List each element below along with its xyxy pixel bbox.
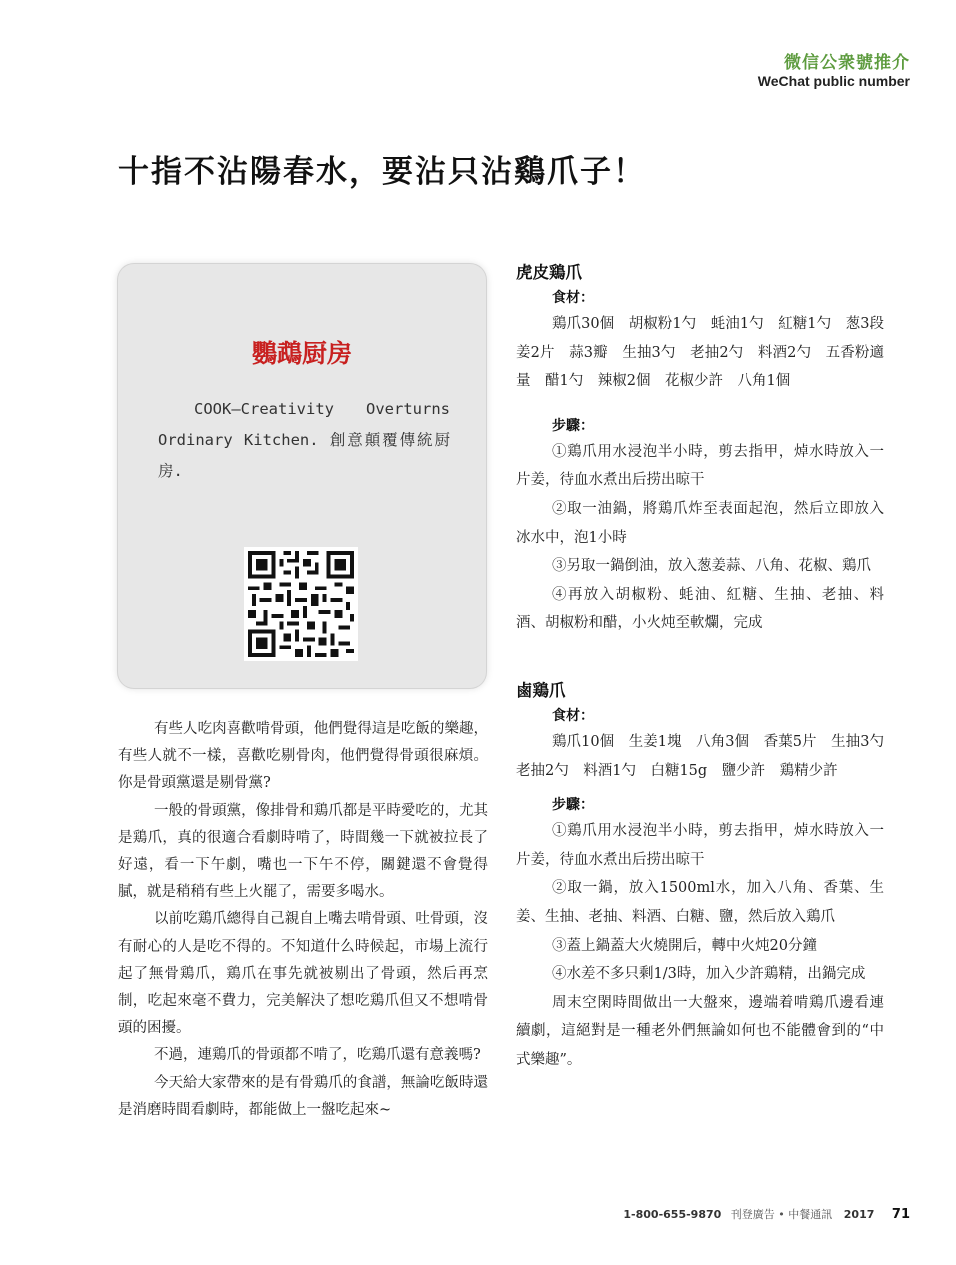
- intro-text: [118, 716, 488, 1124]
- intro-paragraph: 一般的骨頭黨，像排骨和鶏爪都是平時愛吃的，尤其是鶏爪，真的很適合看劇時啃了，時間幾一下就被拉長了好遠，看一下午劇，嘴也一下午不停，關鍵還不會覺得膩，就是稍稍有些上火罷了，需要多喝水。: [118, 802, 488, 901]
- intro-paragraph: 以前吃鶏爪總得自己親自上嘴去啃骨頭、吐骨頭，沒有耐心的人是吃不得的。不知道什么時候起，市場上流行起了無骨鶏爪，鶏爪在事先就被剔出了骨頭，然后再烹制，吃起來毫不費力，完美解決了想吃鶏爪但又不想啃骨頭的困擾。: [118, 911, 488, 1037]
- recipe-title: 虎皮鶏爪: [516, 263, 582, 282]
- ingredients-list: 鶏爪30個 胡椒粉1勺 蚝油1勺 紅糖1勺 葱3段 姜2片 蒜3瓣 生抽3勺 老抽2勺 料酒2勺 五香粉適量 醋1勺 辣椒2個 花椒少許 八角1個: [516, 316, 899, 390]
- recipe-step: ②取一油鍋，將鶏爪炸至表面起泡，然后立即放入冰水中，泡1小時: [516, 500, 884, 546]
- intro-paragraph: 不過，連鶏爪的骨頭都不啃了，吃鶏爪還有意義嗎?: [154, 1047, 481, 1064]
- footer-publication: 刊登廣告 • 中餐通訊: [730, 1208, 833, 1221]
- ingredients-list: 鶏爪10個 生姜1塊 八角3個 香葉5片 生抽3勺 老抽2勺 料酒1勺 白糖15g 鹽少許 鶏精少許: [516, 733, 899, 779]
- recipe-braised: [516, 678, 899, 989]
- page-footer: [623, 1206, 910, 1222]
- section-title-en: WeChat public number: [757, 73, 910, 89]
- recipe-tiger-skin: [516, 260, 899, 638]
- intro-paragraph: 有些人吃肉喜歡啃骨頭，他們覺得這是吃飯的樂趣，有些人就不一樣，喜歡吃剔骨肉，他們覺得骨頭很麻煩。你是骨頭黨還是剔骨黨?: [118, 721, 488, 792]
- page-number: 71: [891, 1207, 910, 1222]
- recipe-step: ③蓋上鍋蓋大火燒開后，轉中火炖20分鐘: [552, 937, 817, 954]
- recipe-step: ①鶏爪用水浸泡半小時，剪去指甲，焯水時放入一片姜，待血水煮出后捞出晾干: [516, 823, 884, 868]
- ingredients-label: 食材：: [552, 707, 594, 724]
- closing-paragraph: 周末空閑時間做出一大盤來，邊端着啃鶏爪邊看連續劇，這絕對是一種老外們無論如何也不能體會到的“中式樂趣”。: [516, 994, 884, 1068]
- steps-label: 步驟：: [552, 797, 594, 814]
- ingredients-label: 食材：: [552, 290, 594, 306]
- qr-code-icon[interactable]: [244, 547, 358, 661]
- intro-paragraph: 今天給大家帶來的是有骨鶏爪的食譜，無論吃飯時還是消磨時間看劇時，都能做上一盤吃起來~: [118, 1074, 488, 1118]
- article-title: 十指不沾陽春水，要沾只沾鷄爪子！: [118, 154, 646, 190]
- footer-phone: 1-800-655-9870: [623, 1208, 722, 1221]
- recipe-step: ③另取一鍋倒油，放入葱姜蒜、八角、花椒、鶏爪: [552, 558, 871, 575]
- recipes-column: [516, 260, 899, 1074]
- footer-year: 2017: [843, 1208, 875, 1221]
- wechat-account-card: [118, 264, 486, 688]
- account-name: 鸚鵡厨房: [251, 339, 352, 368]
- section-title-cn: 微信公衆號推介: [784, 53, 910, 73]
- recipe-step: ①鶏爪用水浸泡半小時，剪去指甲，焯水時放入一片姜，待血水煮出后捞出晾干: [516, 443, 884, 489]
- recipe-title: 鹵鶏爪: [516, 680, 566, 700]
- recipe-step: ④水差不多只剩1/3時，加入少許鶏精，出鍋完成: [552, 966, 866, 983]
- recipe-step: ④再放入胡椒粉、蚝油、紅糖、生抽、老抽、料酒、胡椒粉和醋，小火炖至軟爛，完成: [516, 586, 884, 632]
- account-description: COOK—Creativity Overturns Ordinary Kitchen. 創意顛覆傳統厨房.: [158, 400, 450, 480]
- steps-label: 步驟：: [552, 417, 594, 434]
- recipe-step: ②取一鍋，放入1500ml水，加入八角、香葉、生姜、生抽、老抽、料酒、白糖、鹽，然后放入鶏爪: [516, 880, 884, 925]
